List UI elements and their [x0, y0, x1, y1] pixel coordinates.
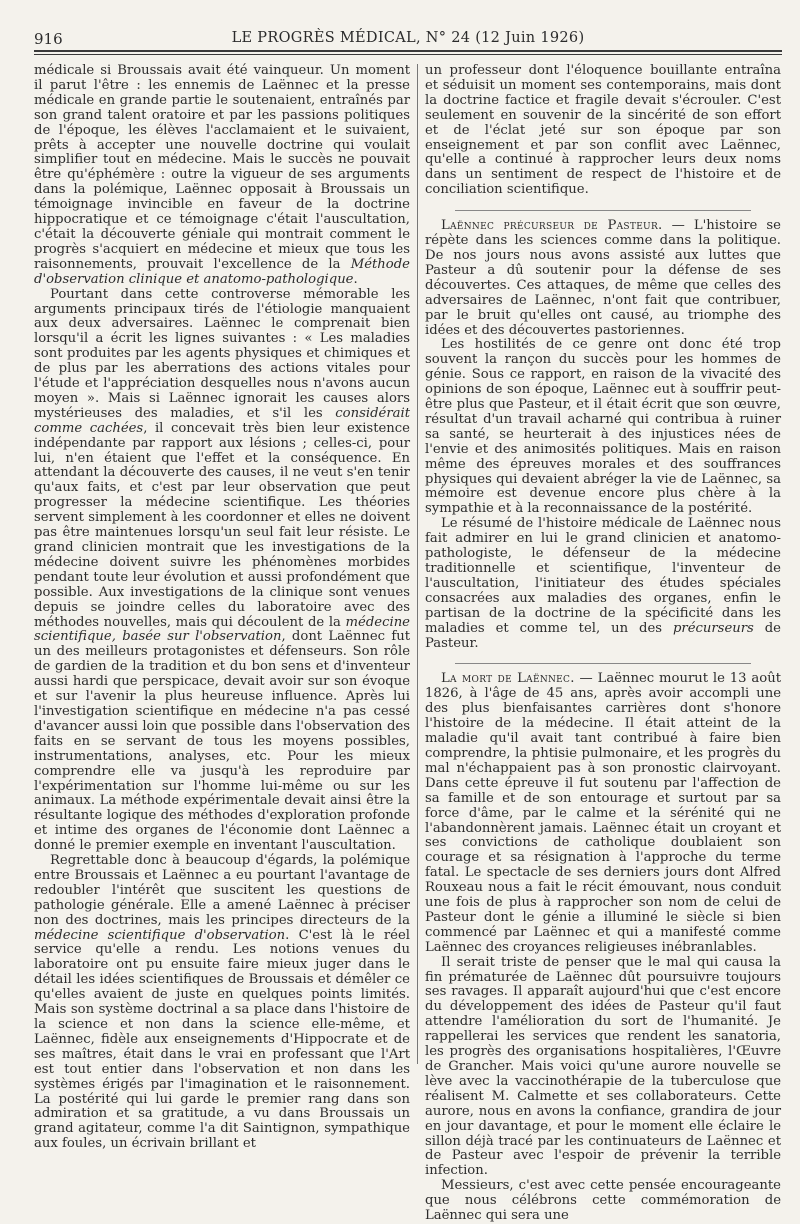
- section-heading: La mort de Laënnec.: [441, 671, 575, 687]
- paragraph: Le résumé de l'histoire médicale de Laënnec nous fait admirer en lui le grand clinicien et anatomo-pathologiste, le défenseur de la médecine traditionnelle et scientifique, l'inventeur de l'auscultation, l'initiateur des études spéciales consacrées aux maladies des organes, enfin le partisan de la doctrine de la spécificité dans les maladies et comme tel, un des précurseurs de Pasteur.: [425, 516, 781, 651]
- paragraph: Pourtant dans cette controverse mémorable les arguments principaux tirés de l'étiologie manquaient aux deux adversaires. Laënnec le comprenait bien lorsqu'il a écrit les lignes suivantes : « Les maladies sont produites par les agents physiques et chimiques et de plus par les aberrations des actions vitales pour l'étude et l'appréciation desquelles nous n'avons aucun moyen ». Mais si Laënnec ignorait les causes alors mystérieuses des maladies, et s'il les considérait comme cachées, il concevait très bien leur existence indépendante par rapport aux lésions ; celles-ci, pour lui, n'en étaient que l'effet et la conséquence. En attendant la découverte des causes, il ne veut s'en tenir qu'aux faits, et c'est par leur observation que peut progresser la médecine scientifique. Les théories servent simplement à les coordonner et elles ne doivent pas être maintenues lorsqu'un seul fait leur résiste. Le grand clinicien montrait que les investigations de la médecine doivent suivre les phénomènes morbides pendant toute leur évolution et aussi profondément que possible. Aux investigations de la clinique sont venues depuis se joindre celles du laboratoire avec des méthodes nouvelles, mais qui découlent de la médecine scientifique, basée sur l'observation, dont Laënnec fut un des meilleurs protagonistes et défenseurs. Son rôle de gardien de la tradition et du bon sens et d'inventeur aussi hardi que perspicace, devait avoir sur son évoque et sur l'avenir la plus heureuse influence. Après lui l'investigation scientifique en médecine n'a pas cessé d'avancer aussi loin que possible dans l'observation des faits en se servant de tous les moyens possibles, instrumentations, analyses, etc. Pour les mieux comprendre elle va jusqu'à les reproduire par l'expérimentation sur l'homme lui-même ou sur les animaux. La méthode expérimentale devait ainsi être la résultante logique des méthodes d'exploration profonde et intime des organes de l'économie dont Laënnec a donné le premier exemple en inventant l'auscultation.: [34, 286, 410, 854]
- paragraph: Messieurs, c'est avec cette pensée encourageante que nous célébrons cette commémoration de Laënnec qui sera une: [425, 1178, 781, 1224]
- section-precurseur: Laënnec précurseur de Pasteur. — L'histoire se répète dans les sciences comme dans la politique. De nos jours nous avons assisté aux luttes que Pasteur a dû soutenir pour la défense de ses découvertes. Ces attaques, de même que celles des adversaires de Laënnec, n'ont fait que contribuer, par le bruit qu'elles ont causé, au triomphe des idées et des découvertes pastoriennes.: [425, 218, 781, 338]
- paragraph: Les hostilités de ce genre ont donc été trop souvent la rançon du succès pour les hommes de génie. Sous ce rapport, en raison de la vivacité des opinions de son époque, Laënnec eut à souffrir peut-être plus que Pasteur, et il était écrit que son œuvre, résultat d'un travail acharné qui contribua à ruiner sa santé, se heurterait à des injustices nées de l'envie et des animosités politiques. Mais en raison même des épreuves morales et des souffrances physiques qui devaient abréger la vie de Laënnec, sa mémoire est devenue encore plus chère à la sympathie et à la reconnaissance de la postérité.: [425, 337, 781, 517]
- section-mort: La mort de Laënnec. — Laënnec mourut le 13 août 1826, à l'âge de 45 ans, après avoir accompli une des plus bienfaisantes carrières dont s'honore l'histoire de la médecine. Il était atteint de la maladie qu'il avait tant contribué à faire bien comprendre, la phtisie pulmonaire, et les progrès du mal n'échappaient pas à son pronostic clairvoyant. Dans cette épreuve il fut soutenu par l'affection de sa famille et de son entourage et surtout par sa force d'âme, par le calme et la sérénité qui ne l'abandonnèrent jamais. Laënnec était un croyant et ses convictions de catholique doublaient son courage et sa résignation à l'approche du terme fatal. Le spectacle de ses derniers jours dont Alfred Rouxeau nous a fait le récit émouvant, nous conduit une fois de plus à rapprocher son nom de celui de Pasteur dont le génie a illuminé le siècle si bien commencé par Laënnec et qui a manifesté comme Laënnec des croyances religieuses inébranlables.: [425, 671, 781, 955]
- paragraph: Il serait triste de penser que le mal qui causa la fin prématurée de Laënnec dût poursuivre toujours ses ravages. Il apparaît aujourd'hui que c'est encore du développement des idées de Pasteur qu'il faut attendre l'amélioration du sort de l'humanité. Je rappellerai les services que rendent les sanatoria, les progrès des organisations hospitalières, l'Œuvre de Grancher. Mais voici qu'une aurore nouvelle se lève avec la vaccinothérapie de la tuberculose que réalisent M. Calmette et ses collaborateurs. Cette aurore, nous en avons la confiance, grandira de jour en jour davantage, et pour le moment elle éclaire le sillon déjà tracé par les continuateurs de Laënnec et de Pasteur avec l'espoir de prévenir la terrible infection.: [425, 954, 781, 1179]
- right-column: [425, 63, 781, 1224]
- page-header: [34, 30, 782, 50]
- column-divider: [417, 64, 418, 1064]
- section-heading: Laënnec précurseur de Pasteur.: [441, 218, 663, 234]
- paragraph: Regrettable donc à beaucoup d'égards, la polémique entre Broussais et Laënnec a eu pourtant l'avantage de redoubler l'intérêt que suscitent les questions de pathologie générale. Elle a amené Laënnec à préciser non des doctrines, mais les principes directeurs de la médecine scientifique d'observation. C'est là le réel service qu'elle a rendu. Les notions venues du laboratoire ont pu ensuite faire mieux juger dans le détail les idées scientifiques de Broussais et démêler ce qu'elles avaient de juste en quelques points limités. Mais son système doctrinal a sa place dans l'histoire de la science et non dans la science elle-même, et Laënnec, fidèle aux enseignements d'Hippocrate et de ses maîtres, était dans le vrai en professant que l'Art est tout entier dans l'observation et non dans les systèmes érigés par l'imagination et le raisonnement. La postérité qui lui garde le premier rang dans son admiration et sa gratitude, a vu dans Broussais un grand agitateur, comme l'a dit Saintignon, sympathique aux foules, un écrivain brillant et: [34, 853, 410, 1152]
- page-number: 916: [34, 30, 63, 48]
- header-rule-thin: [34, 54, 782, 55]
- paragraph: un professeur dont l'éloquence bouillante entraîna et séduisit un moment ses contemporains, mais dont la doctrine factice et fragile devait s'écrouler. C'est seulement en souvenir de la sincérité de son effort et de l'éclat jeté sur son époque par son enseignement et par son conflit avec Laënnec, qu'elle a continué à rapprocher leurs deux noms dans un sentiment de respect de l'histoire et de conciliation scientifique.: [425, 63, 781, 198]
- section-separator: [455, 210, 751, 211]
- running-title: LE PROGRÈS MÉDICAL, N° 24 (12 Juin 1926): [231, 30, 585, 46]
- left-column: [34, 63, 410, 1152]
- paragraph: médicale si Broussais avait été vainqueur. Un moment il parut l'être : les ennemis de Laënnec et la presse médicale en grande partie le soutenaient, entraînés par son grand talent oratoire et par les passions politiques de l'époque, les élèves l'acclamaient et le suivaient, prêts à accepter une nouvelle doctrine qui voulait simplifier tout en médecine. Mais le succès ne pouvait être qu'éphémère : outre la vigueur de ses arguments dans la polémique, Laënnec opposait à Broussais un témoignage invincible en faveur de la doctrine hippocratique et ce témoignage c'était l'auscultation, c'était la découverte géniale qui montrait comment le progrès s'acquiert en médecine et mieux que tous les raisonnements, prouvait l'excellence de la Méthode d'observation clinique et anatomo-pathologique.: [34, 63, 410, 287]
- header-rule-thick: [34, 50, 782, 52]
- section-separator: [455, 663, 751, 664]
